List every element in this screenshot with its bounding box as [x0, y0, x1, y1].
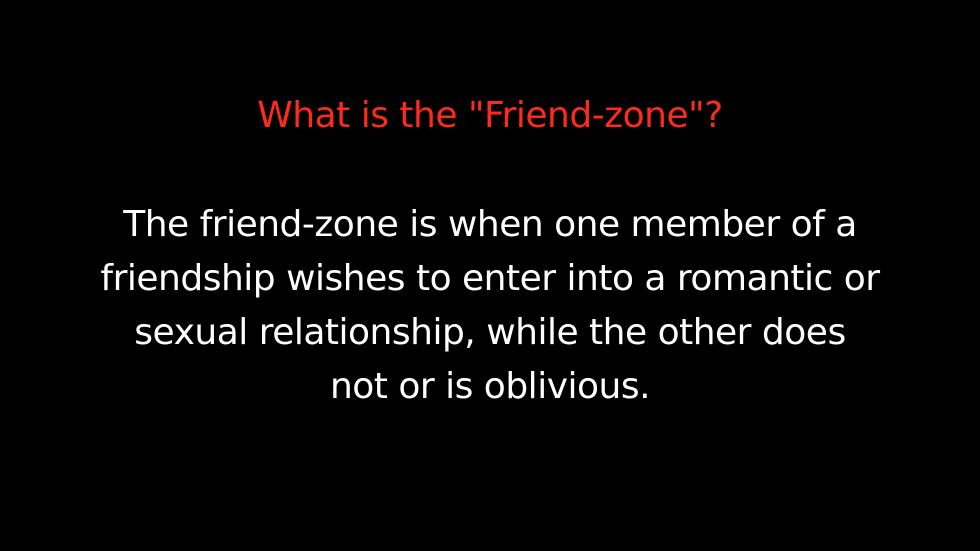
definition-line: sexual relationship, while the other does [134, 312, 846, 353]
slide-title: What is the "Friend-zone"? [257, 95, 723, 136]
definition-text [60, 198, 920, 414]
definition-line: The friend-zone is when one member of a [123, 204, 857, 245]
definition-line: not or is oblivious. [329, 366, 651, 407]
definition-line: friendship wishes to enter into a romantic or [100, 258, 880, 299]
